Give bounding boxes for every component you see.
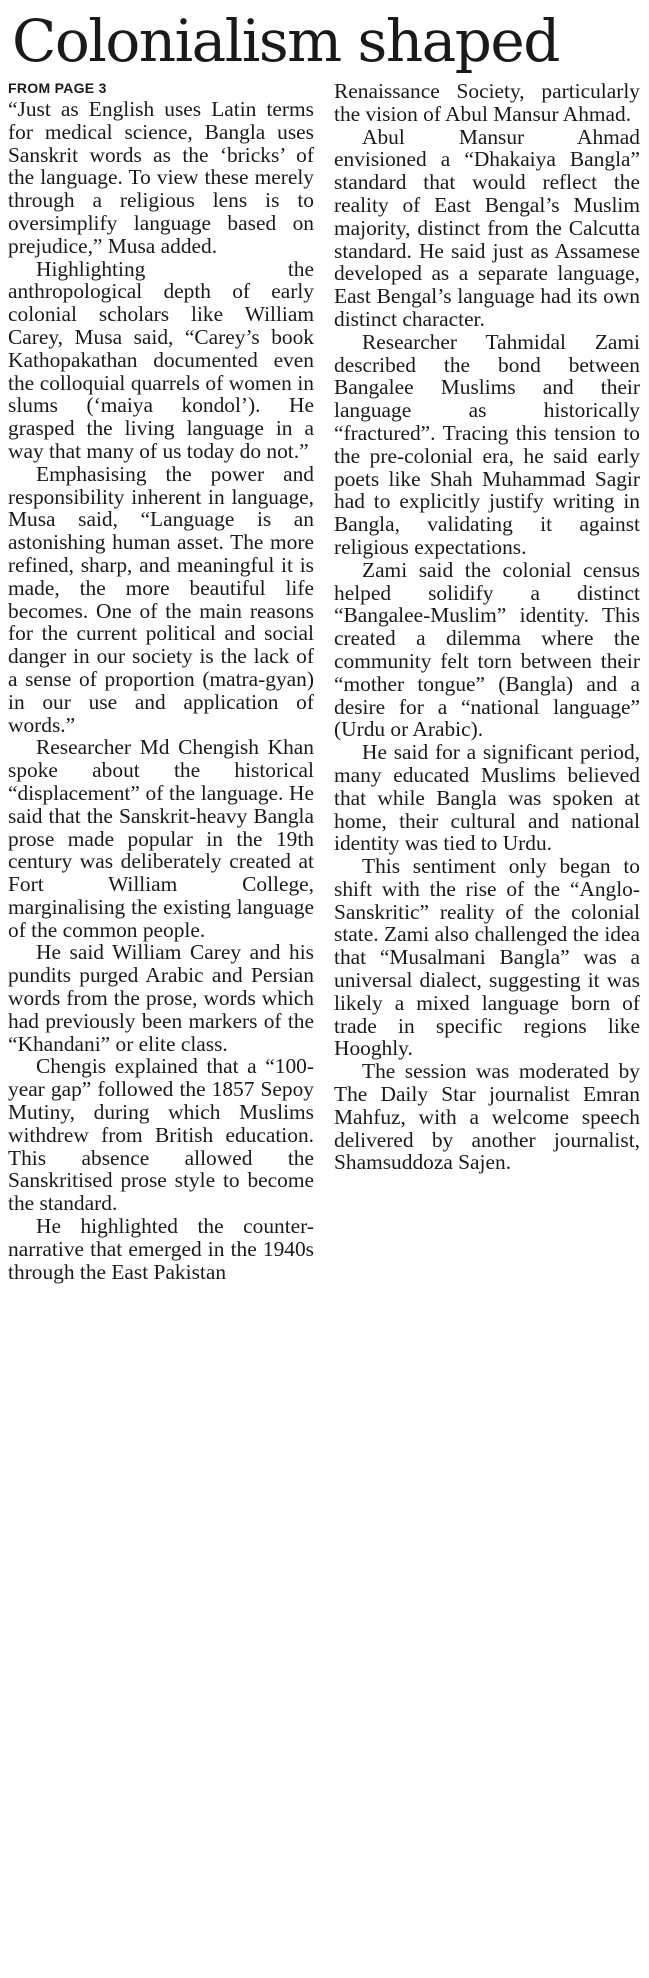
continuation-kicker: FROM PAGE 3 <box>8 80 107 96</box>
paragraph: Emphasising the power and responsibility inherent in language, Musa said, “Language is an astonishing human asset. The more refined, sharp, and meaningful it is made, the more beautiful life becomes. One of the main reasons for the current political and social danger in our society is the lack of a sense of proportion (matra-gyan) in our use and application of words.” <box>8 461 314 737</box>
paragraph: Researcher Tahmidal Zami described the bond between Bangalee Muslims and their language as historically “fractured”. Tracing this tension to the pre-colonial era, he said early poets like Shah Muhammad Sagir had to explicitly justify writing in Bangla, validating it against religious expectations. <box>334 329 640 559</box>
paragraph: “Just as English uses Latin terms for medical science, Bangla uses Sanskrit words as the ‘bricks’ of the language. To view these merely through a religious lens is to oversimplify language based on prejudice,” Musa added. <box>8 97 314 258</box>
paragraph: Abul Mansur Ahmad envisioned a “Dhakaiya Bangla” standard that would reflect the reality of East Bengal’s Muslim majority, distinct from the Calcutta standard. He said just as Assamese developed as a separate language, East Bengal’s language had its own distinct character. <box>334 124 640 331</box>
column-left <box>8 80 314 1283</box>
column-right <box>334 80 640 1283</box>
paragraph: Highlighting the anthropological depth of early colonial scholars like William Carey, Musa said, “Carey’s book Kathopakathan documented even the colloquial quarrels of women in slums (‘maiya kondol’). He grasped the living language in a way that many of us today do not.” <box>8 256 314 463</box>
paragraph: This sentiment only began to shift with the rise of the “Anglo-Sanskritic” reality of the colonial state. Zami also challenged the idea that “Musalmani Bangla” was a universal dialect, suggesting it was likely a mixed language born of trade in specific regions like Hooghly. <box>334 854 640 1061</box>
paragraph: Zami said the colonial census helped solidify a distinct “Bangalee-Muslim” identity. This created a dilemma where the community felt torn between their “mother tongue” (Bangla) and a desire for a “national language” (Urdu or Arabic). <box>334 557 640 742</box>
headline: Colonialism shaped <box>12 7 559 75</box>
paragraph: He said for a significant period, many educated Muslims believed that while Bangla was spoken at home, their cultural and national identity was tied to Urdu. <box>334 740 640 856</box>
paragraph: Chengis explained that a “100-year gap” followed the 1857 Sepoy Mutiny, during which Muslims withdrew from British education. This absence allowed the Sanskritised prose style to become the standard. <box>8 1054 314 1216</box>
paragraph: Renaissance Society, particularly the vision of Abul Mansur Ahmad. <box>334 79 640 126</box>
paragraph: The session was moderated by The Daily Star journalist Emran Mahfuz, with a welcome speech delivered by another journalist, Shamsuddoza Sajen. <box>334 1059 640 1175</box>
paragraph: He highlighted the counter-narrative that emerged in the 1940s through the East Pakistan <box>8 1214 314 1284</box>
paragraph: He said William Carey and his pundits purged Arabic and Persian words from the prose, words which had previously been markers of the “Khandani” or elite class. <box>8 940 314 1056</box>
paragraph: Researcher Md Chengish Khan spoke about the historical “displacement” of the language. He said that the Sanskrit-heavy Bangla prose made popular in the 19th century was deliberately created at Fort William College, marginalising the existing language of the common people. <box>8 735 314 942</box>
article-body <box>8 80 641 1283</box>
